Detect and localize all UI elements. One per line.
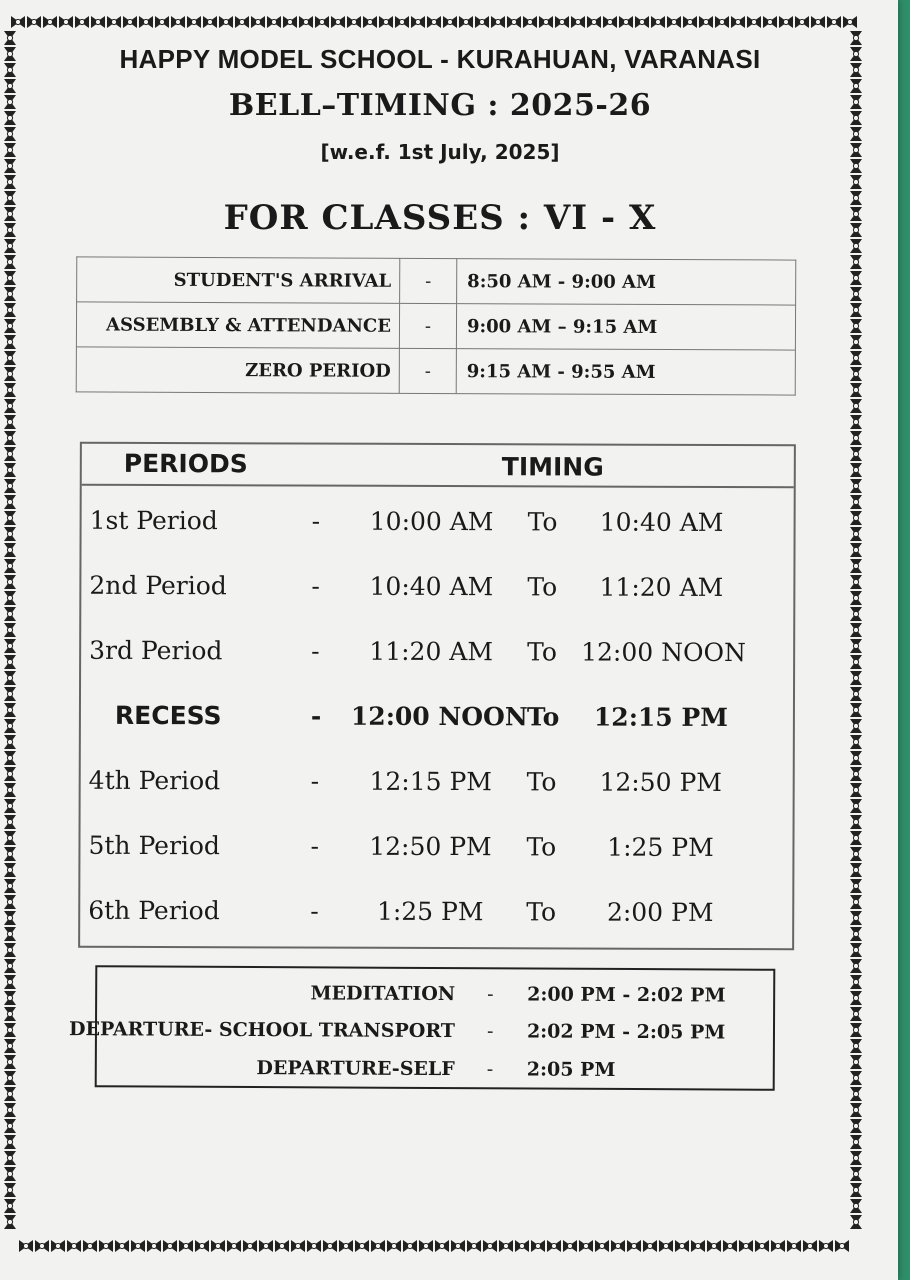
period-to: To: [527, 572, 558, 602]
arrival-schedule-table: [76, 256, 797, 395]
assembly-time: 9:00 AM – 9:15 AM: [456, 304, 795, 350]
arrival-time: 8:50 AM - 9:00 AM: [457, 259, 796, 305]
period-dash: -: [311, 636, 320, 666]
period-end: 1:25 PM: [607, 832, 714, 862]
period-start: 12:15 PM: [369, 766, 492, 797]
period-name: 2nd Period: [89, 570, 227, 601]
departure-transport-time: 2:02 PM - 2:05 PM: [526, 1020, 726, 1044]
periods-table-header: [82, 444, 794, 488]
table-row: [81, 687, 793, 749]
period-dash: -: [311, 506, 321, 536]
departure-transport-label: DEPARTURE- SCHOOL TRANSPORT: [68, 1018, 456, 1043]
period-start: 11:20 AM: [369, 636, 494, 667]
decorative-border-bottom-icon: [18, 1238, 858, 1254]
periods-table: [78, 442, 796, 950]
period-end: 10:40 AM: [599, 507, 724, 537]
meditation-label: MEDITATION: [310, 982, 456, 1006]
period-name: 5th Period: [88, 830, 221, 861]
table-row: [76, 347, 795, 395]
header-timing: TIMING: [501, 452, 604, 482]
table-row: [81, 752, 793, 814]
table-row: [81, 557, 793, 619]
period-end: 12:50 PM: [599, 767, 722, 797]
period-to: To: [527, 637, 558, 667]
departure-transport-dash: -: [486, 1020, 494, 1043]
period-end: 12:00 NOON: [581, 637, 746, 668]
period-start: 10:40 AM: [369, 571, 494, 602]
list-item: [97, 975, 773, 1015]
effective-date: [w.e.f. 1st July, 2025]: [320, 140, 560, 164]
table-row: [76, 302, 795, 350]
zero-period-time: 9:15 AM - 9:55 AM: [456, 349, 795, 395]
zero-period-label: ZERO PERIOD: [76, 347, 399, 393]
assembly-dash: -: [399, 303, 456, 348]
meditation-time: 2:00 PM - 2:02 PM: [527, 983, 726, 1007]
period-end: 12:15 PM: [593, 702, 728, 733]
period-dash: -: [310, 831, 319, 861]
period-to: To: [526, 897, 557, 927]
table-row: [80, 817, 792, 879]
period-end: 11:20 AM: [599, 572, 724, 602]
period-start: 12:50 PM: [369, 831, 492, 862]
departure-self-label: DEPARTURE-SELF: [256, 1057, 455, 1081]
list-item: [97, 1050, 773, 1090]
table-row: [82, 492, 794, 554]
period-dash: -: [310, 896, 319, 926]
period-to: To: [526, 702, 560, 732]
period-name: 4th Period: [88, 765, 221, 796]
decorative-border-top-icon: [10, 14, 858, 30]
zero-period-dash: -: [399, 348, 456, 393]
period-start: 10:00 AM: [369, 506, 494, 537]
period-end: 2:00 PM: [606, 897, 714, 927]
period-to: To: [526, 832, 557, 862]
departure-self-dash: -: [486, 1058, 494, 1081]
departure-self-time: 2:05 PM: [526, 1058, 616, 1081]
table-row: [77, 257, 796, 305]
bell-timing-title: BELL–TIMING : 2025-26: [228, 88, 652, 123]
school-name: HAPPY MODEL SCHOOL - KURAHUAN, VARANASI: [119, 44, 761, 74]
header-periods: PERIODS: [123, 448, 248, 479]
period-start: 1:25 PM: [376, 896, 484, 927]
assembly-label: ASSEMBLY & ATTENDANCE: [76, 302, 399, 348]
period-dash: -: [310, 701, 322, 731]
table-row: [80, 882, 792, 944]
departure-schedule-box: [68, 965, 776, 1091]
period-to: To: [526, 767, 557, 797]
recess-name: RECESS: [114, 700, 222, 731]
period-name: 3rd Period: [89, 635, 223, 666]
period-to: To: [527, 507, 558, 537]
period-name: 6th Period: [88, 895, 220, 926]
list-item: [68, 1012, 773, 1052]
table-row: [81, 622, 793, 684]
period-dash: -: [310, 766, 320, 796]
period-name: 1st Period: [89, 505, 218, 536]
classes-heading: FOR CLASSES : VI - X: [223, 198, 657, 238]
arrival-dash: -: [400, 258, 457, 303]
period-dash: -: [311, 571, 320, 601]
meditation-dash: -: [487, 983, 494, 1006]
period-start: 12:00 NOON: [350, 701, 528, 732]
arrival-label: STUDENT'S ARRIVAL: [77, 257, 400, 303]
